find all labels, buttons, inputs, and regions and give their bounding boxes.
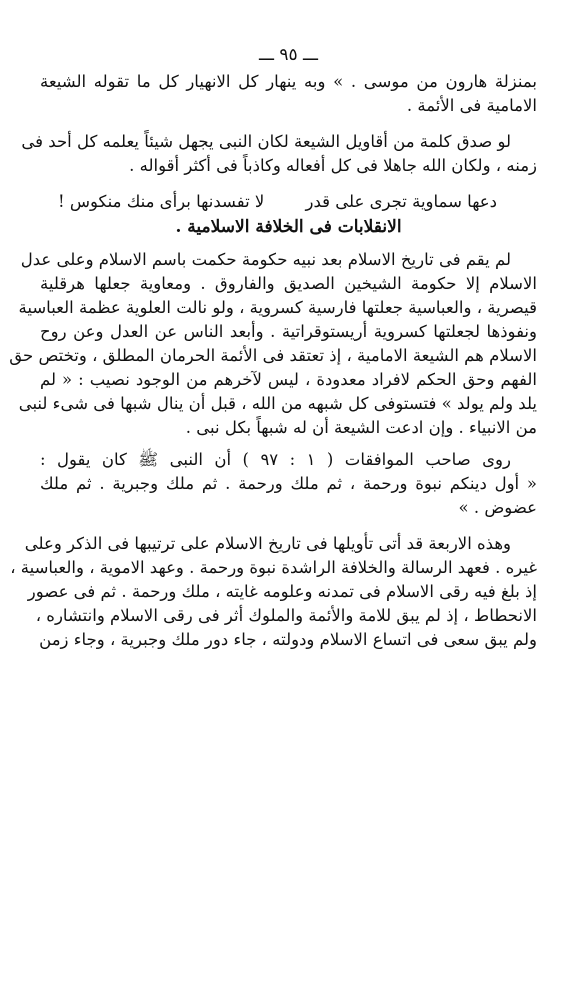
section-heading: الانقلابات فى الخلافة الاسلامية . [175,217,402,237]
text-line: الاسلام هم الشيعة الامامية ، إذ تعتقد فى الأئمة الحرمان المطلق ، وتختص حق [9,346,537,365]
verse-first-hemistich: دعها سماوية تجرى على قدر [305,192,497,211]
text-line: عضوض . » [458,498,537,517]
text-line: لو صدق كلمة من أقاويل الشيعة لكان النبى يجهل شيئاً يعلمه كل أحد فى [21,132,511,151]
paragraph-1 [40,70,537,118]
poetry-verse [40,190,537,214]
text-line: روى صاحب الموافقات ( ١ : ٩٧ ) أن النبى ﷺ كان يقول : [40,450,511,469]
text-line: الفهم وحق الحكم لافراد معدودة ، ليس لآخرهم من الوجود نصيب : « لم [40,370,537,389]
text-line: الانحطاط ، إذ لم يبق للامة والأئمة والملوك أثر فى رقى الاسلام وانتشاره ، [35,606,537,625]
text-line: « أول دينكم نبوة ورحمة ، ثم ملك ورحمة . ثم ملك وجبرية . ثم ملك [40,474,537,493]
page-number: ـــ ٩٥ ـــ [259,45,318,65]
verse-second-hemistich: لا تفسدنها برأى منك منكوس ! [58,192,265,211]
text-line: إذ بلغ فيه رقى الاسلام فى تمدنه وعلومه غايته ، ملك ورحمة . ثم فى عصور [27,582,537,601]
text-line: غيره . فعهد الرسالة والخلافة الراشدة نبوة ورحمة . وعهد الاموية ، والعباسية ، [10,558,537,577]
text-line: ولم يبق سعى فى اتساع الاسلام ودولته ، جاء دور ملك وجبرية ، وجاء زمن [39,630,537,649]
text-line: يلد ولم يولد » فتستوفى كل شبهه من الله ، قبل أن ينال شبها فى شىء لنبى [18,394,537,413]
text-line: لم يقم فى تاريخ الاسلام بعد نبيه حكومة حكمت باسم الاسلام وعلى عدل [20,250,511,269]
text-line: الاسلام إلا حكومة الشيخين الصديق والفاروق . ومعاوية جعلها هرقلية [40,274,537,293]
text-line: الامامية فى الأئمة . [406,96,537,115]
paragraph-2 [21,130,537,178]
text-line: ونفوذها لجعلتها كسروية أريستوقراتية . وأبعد الناس عن العدل وعن روح [40,322,537,341]
text-line: من الانبياء . وإن ادعت الشيعة أن له شبهاً بكل نبى . [185,418,537,437]
paragraph-3 [9,248,537,440]
paragraph-5 [10,532,537,652]
text-line: بمنزلة هارون من موسى . » وبه ينهار كل الانهيار كل ما تقوله الشيعة [40,72,537,91]
text-line: زمنه ، ولكان الله جاهلا فى كل أفعاله وكاذباً فى أكثر أقواله . [129,156,537,175]
text-line: قيصرية ، والعباسية جعلتها فارسية كسروية ، ولو نالت العلوية عظمة العباسية [18,298,537,317]
text-line: وهذه الاربعة قد أتى تأويلها فى تاريخ الاسلام على ترتيبها فى الذكر وعلى [24,534,511,553]
paragraph-4 [40,448,537,520]
